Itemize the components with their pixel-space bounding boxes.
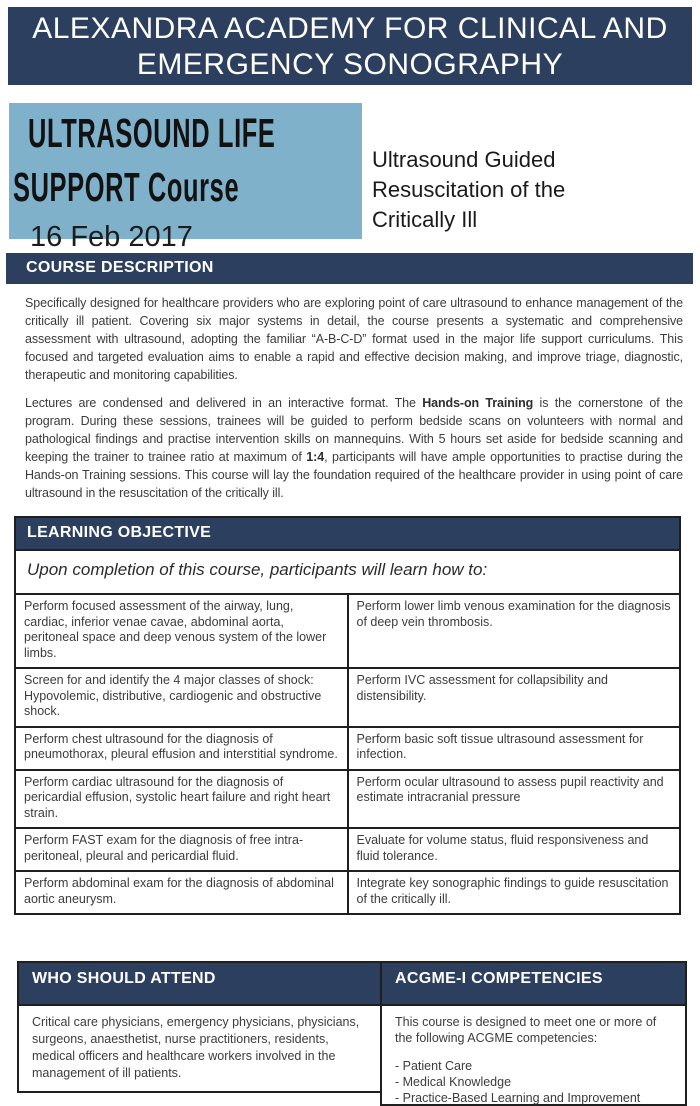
acgme-list xyxy=(395,1058,671,1106)
course-title-line2-wrap xyxy=(13,165,362,219)
learning-objective-header-row xyxy=(15,517,680,550)
acgme-panel xyxy=(380,961,687,1106)
objective-cell-r6-right: Integrate key sonographic findings to guide resuscitation of the critically ill. xyxy=(348,871,681,914)
objective-cell-r1-left: Perform focused assessment of the airway, lung, cardiac, inferior venae cavae, abdominal aorta, peritoneal space and deep venous system of the lower limbs. xyxy=(15,594,348,668)
paragraph2-bold-ratio: 1:4 xyxy=(306,450,325,464)
course-description-paragraph-2 xyxy=(25,394,683,502)
objective-cell-r2-left: Screen for and identify the 4 major classes of shock: Hypovolemic, distributive, cardiogenic and obstructive shock. xyxy=(15,668,348,727)
paragraph2-bold-hands-on-training: Hands-on Training xyxy=(422,396,534,410)
objective-row-5 xyxy=(15,828,680,871)
acgme-item-3: - Practice-Based Learning and Improvement xyxy=(395,1091,641,1105)
academy-banner-line1: ALEXANDRA ACADEMY FOR CLINICAL AND xyxy=(32,12,668,45)
course-title-line2: SUPPORT Course xyxy=(13,164,240,210)
objective-row-3 xyxy=(15,727,680,770)
objective-cell-r4-right: Perform ocular ultrasound to assess pupil reactivity and estimate intracranial pressure xyxy=(348,770,681,829)
objective-cell-r1-right: Perform lower limb venous examination for the diagnosis of deep vein thrombosis. xyxy=(348,594,681,668)
academy-banner xyxy=(8,7,692,85)
paragraph2-segment-3: , participants will have ample opportunities to practise during the Hands-on Training sessions. This course will lay the foundation required of the healthcare provider in using point of care ultrasound in the resuscitation of the critically ill. xyxy=(25,450,683,500)
course-title-card xyxy=(9,103,362,253)
objective-cell-r5-left: Perform FAST exam for the diagnosis of free intra-peritoneal, pleural and pericardial fluid. xyxy=(15,828,348,871)
learning-objective-table xyxy=(14,516,681,915)
hero-section xyxy=(9,103,700,253)
course-description-heading: COURSE DESCRIPTION xyxy=(6,253,693,284)
acgme-intro: This course is designed to meet one or more of the following ACGME competencies: xyxy=(395,1015,657,1045)
who-should-attend-body: Critical care physicians, emergency physicians, physicians, surgeons, anaesthetist, nurse practitioners, residents, medical officers and healthcare workers involved in the management of ill patients. xyxy=(32,1015,360,1080)
objective-cell-r3-left: Perform chest ultrasound for the diagnosis of pneumothorax, pleural effusion and interstitial syndrome. xyxy=(15,727,348,770)
paragraph2-segment-1: Lectures are condensed and delivered in an interactive format. The xyxy=(25,396,423,410)
who-should-attend-panel xyxy=(17,961,382,1093)
academy-banner-line2: EMERGENCY SONOGRAPHY xyxy=(136,48,564,81)
acgme-item-2: - Medical Knowledge xyxy=(395,1075,512,1089)
bottom-panels xyxy=(17,961,700,1106)
course-title-line1-wrap xyxy=(28,111,362,165)
course-date: 16 Feb 2017 xyxy=(30,221,193,253)
learning-objective-intro: Upon completion of this course, participants will learn how to: xyxy=(15,550,680,594)
course-subtitle: Ultrasound Guided Resuscitation of the Critically Ill xyxy=(372,147,566,232)
course-title-line1: ULTRASOUND LIFE xyxy=(28,110,276,156)
objective-cell-r6-left: Perform abdominal exam for the diagnosis of abdominal aortic aneurysm. xyxy=(15,871,348,914)
objective-row-4 xyxy=(15,770,680,829)
course-description-paragraph-1: Specifically designed for healthcare providers who are exploring point of care ultrasound to enhance management of the critically ill patient. Covering six major systems in detail, the course presents a systematic and comprehensive assessment with ultrasound, adopting the familiar “A-B-C-D” format used in the major life support curriculums. This focused and targeted evaluation aims to enable a rapid and effective decision making, and improve triage, diagnostic, therapeutic and monitoring capabilities. xyxy=(25,296,683,382)
paragraph2-segment-2: is the cornerstone of the program. During these sessions, trainees will be guided to perform bedside scans on volunteers with normal and pathological findings and practise intervention skills on mannequins. With 5 hours set aside for bedside scanning and keeping the trainer to trainee ratio at maximum of xyxy=(25,396,683,464)
acgme-heading: ACGME-I COMPETENCIES xyxy=(382,963,685,1006)
who-should-attend-heading: WHO SHOULD ATTEND xyxy=(19,963,380,1006)
objective-cell-r5-right: Evaluate for volume status, fluid responsiveness and fluid tolerance. xyxy=(348,828,681,871)
learning-objective-heading: LEARNING OBJECTIVE xyxy=(15,517,680,550)
objective-row-2 xyxy=(15,668,680,727)
objective-cell-r4-left: Perform cardiac ultrasound for the diagnosis of pericardial effusion, systolic heart failure and right heart strain. xyxy=(15,770,348,829)
objective-row-6 xyxy=(15,871,680,914)
objective-cell-r3-right: Perform basic soft tissue ultrasound assessment for infection. xyxy=(348,727,681,770)
acgme-item-1: - Patient Care xyxy=(395,1059,473,1073)
objective-row-1 xyxy=(15,594,680,668)
objective-cell-r2-right: Perform IVC assessment for collapsibility and distensibility. xyxy=(348,668,681,727)
acgme-body xyxy=(382,1006,685,1104)
learning-objective-intro-row xyxy=(15,550,680,594)
